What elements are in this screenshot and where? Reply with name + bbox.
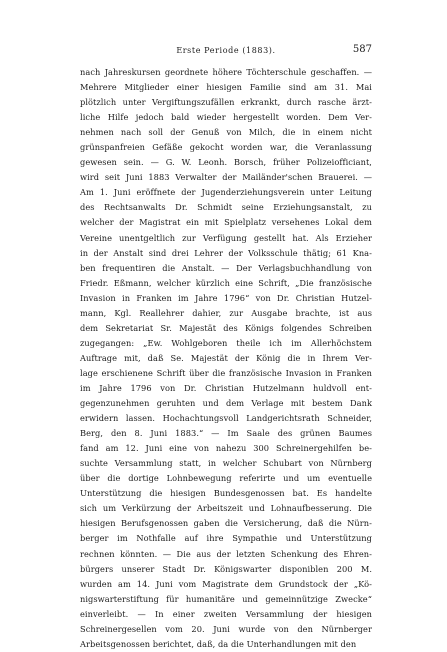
running-header [80,45,372,59]
text-line: des Rechtsanwalts Dr. Schmidt seine Erziehungsanstalt, zu [80,202,372,213]
body-text [80,65,372,652]
text-line: sich um Verkürzung der Arbeitszeit und Lohnaufbesserung. Die [80,503,372,514]
text-line: Unterstützung die hiesigen Bundesgenossen bat. Es handelte [80,488,372,499]
text-line: Arbeitsgenossen berichtet, daß, da die Unterhandlungen mit den [80,638,357,649]
text-line: wurden am 14. Juni vom Magistrate dem Grundstock der „Kö- [80,578,372,589]
text-line: über die dortige Lohnbewegung referirte und um eventuelle [80,473,372,484]
text-line: hiesigen Berufsgenossen gaben die Versicherung, daß die Nürn- [80,518,372,529]
text-line: einverleibt. — In einer zweiten Versammlung der hiesigen [80,608,372,619]
text-line: nach Jahreskursen geordnete höhere Töchterschule geschaffen. — [80,67,372,77]
running-title: Erste Periode (1883). [176,46,276,55]
text-line: zugegangen: „Ew. Wohlgeboren theile ich im Allerhöchstem [80,337,372,348]
text-line: wird seit Juni 1883 Verwalter der Mailänder'schen Brauerei. — [80,172,372,183]
text-line: dem Sekretariat Sr. Majestät des Königs folgendes Schreiben [80,322,372,333]
text-line: im Jahre 1796 von Dr. Christian Hutzelmann huldvoll ent- [80,382,372,393]
text-line: ben frequentiren die Anstalt. — Der Verlagsbuchhandlung von [80,262,372,273]
text-line: mann, Kgl. Reallehrer dahier, zur Ausgabe brachte, ist aus [80,307,372,318]
page-number: 587 [352,44,372,55]
text-line: plötzlich unter Vergiftungszufällen erkrankt, durch rasche ärzt- [80,97,372,108]
text-line: gewesen sein. — G. W. Leonh. Borsch, früher Polizeiofficiant, [80,157,372,168]
text-line: Am 1. Juni eröffnete der Jugenderziehungsverein unter Leitung [80,187,372,198]
text-line: Berg, den 8. Juni 1883.“ — Im Saale des grünen Baumes [80,428,372,439]
text-line: gegenzunehmen geruhten und dem Verlage mit bestem Dank [80,398,372,409]
text-line: berger im Nothfalle auf ihre Sympathie und Unterstützung [80,533,372,544]
text-line: nigswarterstiftung für humanitäre und gemeinnützige Zwecke“ [80,593,372,604]
text-line: Schreinergesellen vom 20. Juni wurde von den Nürnberger [80,623,372,634]
text-line: Auftrage mit, daß Se. Majestät der König die in Ihrem Ver- [80,352,372,363]
text-line: bürgers unserer Stadt Dr. Königswarter disponiblen 200 M. [80,563,372,574]
book-page [80,45,372,652]
text-line: welcher der Magistrat ein mit Spielplatz versehenes Lokal dem [80,217,372,228]
text-line: grünspanfreien Gefäße gekocht worden war, die Veranlassung [80,142,372,153]
text-line: in der Anstalt sind drei Lehrer der Volksschule thätig; 61 Kna- [80,247,372,258]
text-line: rechnen könnten. — Die aus der letzten Schenkung des Ehren- [80,548,372,559]
text-line: nehmen nach soll der Genuß von Milch, die in einem nicht [80,127,372,138]
text-line: Mehrere Mitglieder einer hiesigen Familie sind am 31. Mai [80,82,372,93]
text-line: Vereine unentgeltlich zur Verfügung gestellt hat. Als Erzieher [80,232,372,243]
text-line: Invasion in Franken im Jahre 1796“ von Dr. Christian Hutzel- [80,292,372,303]
text-line: Friedr. Eßmann, welcher kürzlich eine Schrift, „Die französische [80,277,372,288]
text-line: fand am 12. Juni eine von nahezu 300 Schreinergehilfen be- [80,443,372,454]
text-line: erwidern lassen. Hochachtungsvoll Landgerichtsrath Schneider, [80,413,372,424]
text-line: lage erschienene Schrift über die französische Invasion in Franken [80,367,372,378]
text-line: suchte Versammlung statt, in welcher Schubart von Nürnberg [80,458,372,469]
text-line: liche Hilfe jedoch bald wieder hergestellt worden. Dem Ver- [80,112,372,123]
